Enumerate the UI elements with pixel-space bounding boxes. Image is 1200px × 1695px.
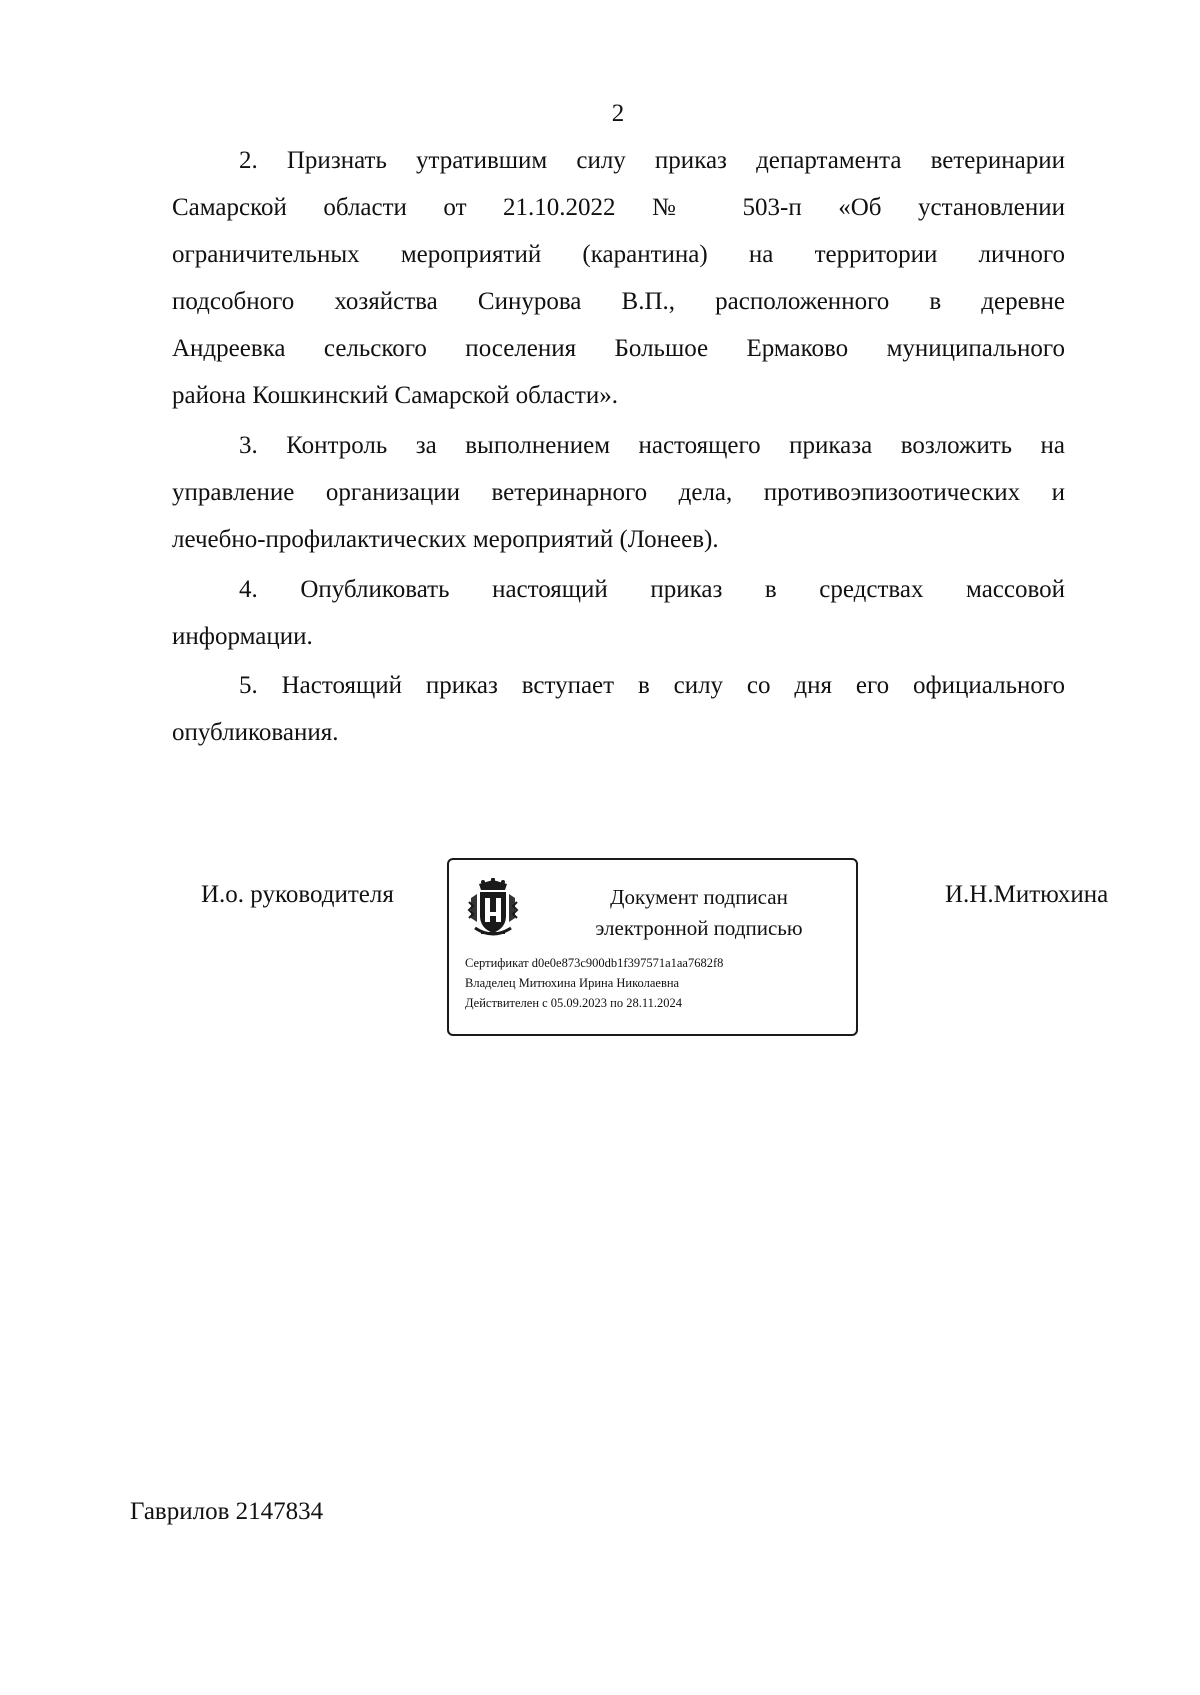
stamp-header-line: электронной подписью bbox=[595, 916, 803, 940]
paragraph-line: лечебно-профилактических мероприятий (Лонеев). bbox=[172, 526, 719, 553]
stamp-owner: Владелец Митюхина Ирина Николаевна bbox=[465, 976, 680, 990]
paragraph-line: 5. Настоящий приказ вступает в силу со дня его официального bbox=[239, 672, 1065, 699]
signer-title: И.о. руководителя bbox=[201, 881, 394, 908]
electronic-signature-stamp bbox=[447, 858, 858, 1036]
paragraph-line: информации. bbox=[172, 623, 313, 650]
paragraph-line: ограничительных мероприятий (карантина) на территории личного bbox=[172, 241, 1065, 268]
paragraph-2 bbox=[172, 137, 1065, 419]
stamp-validity: Действителен с 05.09.2023 по 28.11.2024 bbox=[465, 996, 683, 1010]
page-number: 2 bbox=[611, 100, 625, 127]
paragraph-4 bbox=[172, 566, 1065, 660]
stamp-header bbox=[549, 882, 849, 944]
author-footer: Гаврилов 2147834 bbox=[130, 1498, 324, 1525]
stamp-header-line: Документ подписан bbox=[610, 885, 788, 909]
paragraph-line: района Кошкинский Самарской области». bbox=[172, 382, 618, 409]
samara-region-coat-of-arms-icon bbox=[467, 878, 519, 938]
paragraph-5 bbox=[172, 662, 1065, 756]
paragraph-line: опубликования. bbox=[172, 719, 339, 746]
paragraph-line: 2. Признать утратившим силу приказ департамента ветеринарии bbox=[239, 147, 1065, 174]
paragraph-3 bbox=[172, 422, 1065, 563]
signer-name: И.Н.Митюхина bbox=[945, 881, 1109, 908]
paragraph-line: подсобного хозяйства Синурова В.П., расположенного в деревне bbox=[172, 288, 1065, 315]
paragraph-line: Самарской области от 21.10.2022 № 503-п «Об установлении bbox=[172, 194, 1065, 221]
stamp-certificate: Сертификат d0e0e873c900db1f397571a1aa7682f8 bbox=[465, 956, 724, 970]
paragraph-line: 3. Контроль за выполнением настоящего приказа возложить на bbox=[239, 432, 1065, 459]
paragraph-line: 4. Опубликовать настоящий приказ в средствах массовой bbox=[239, 576, 1065, 603]
paragraph-line: управление организации ветеринарного дела, противоэпизоотических и bbox=[172, 479, 1065, 506]
paragraph-line: Андреевка сельского поселения Большое Ермаково муниципального bbox=[172, 335, 1065, 362]
stamp-details bbox=[465, 953, 723, 1013]
